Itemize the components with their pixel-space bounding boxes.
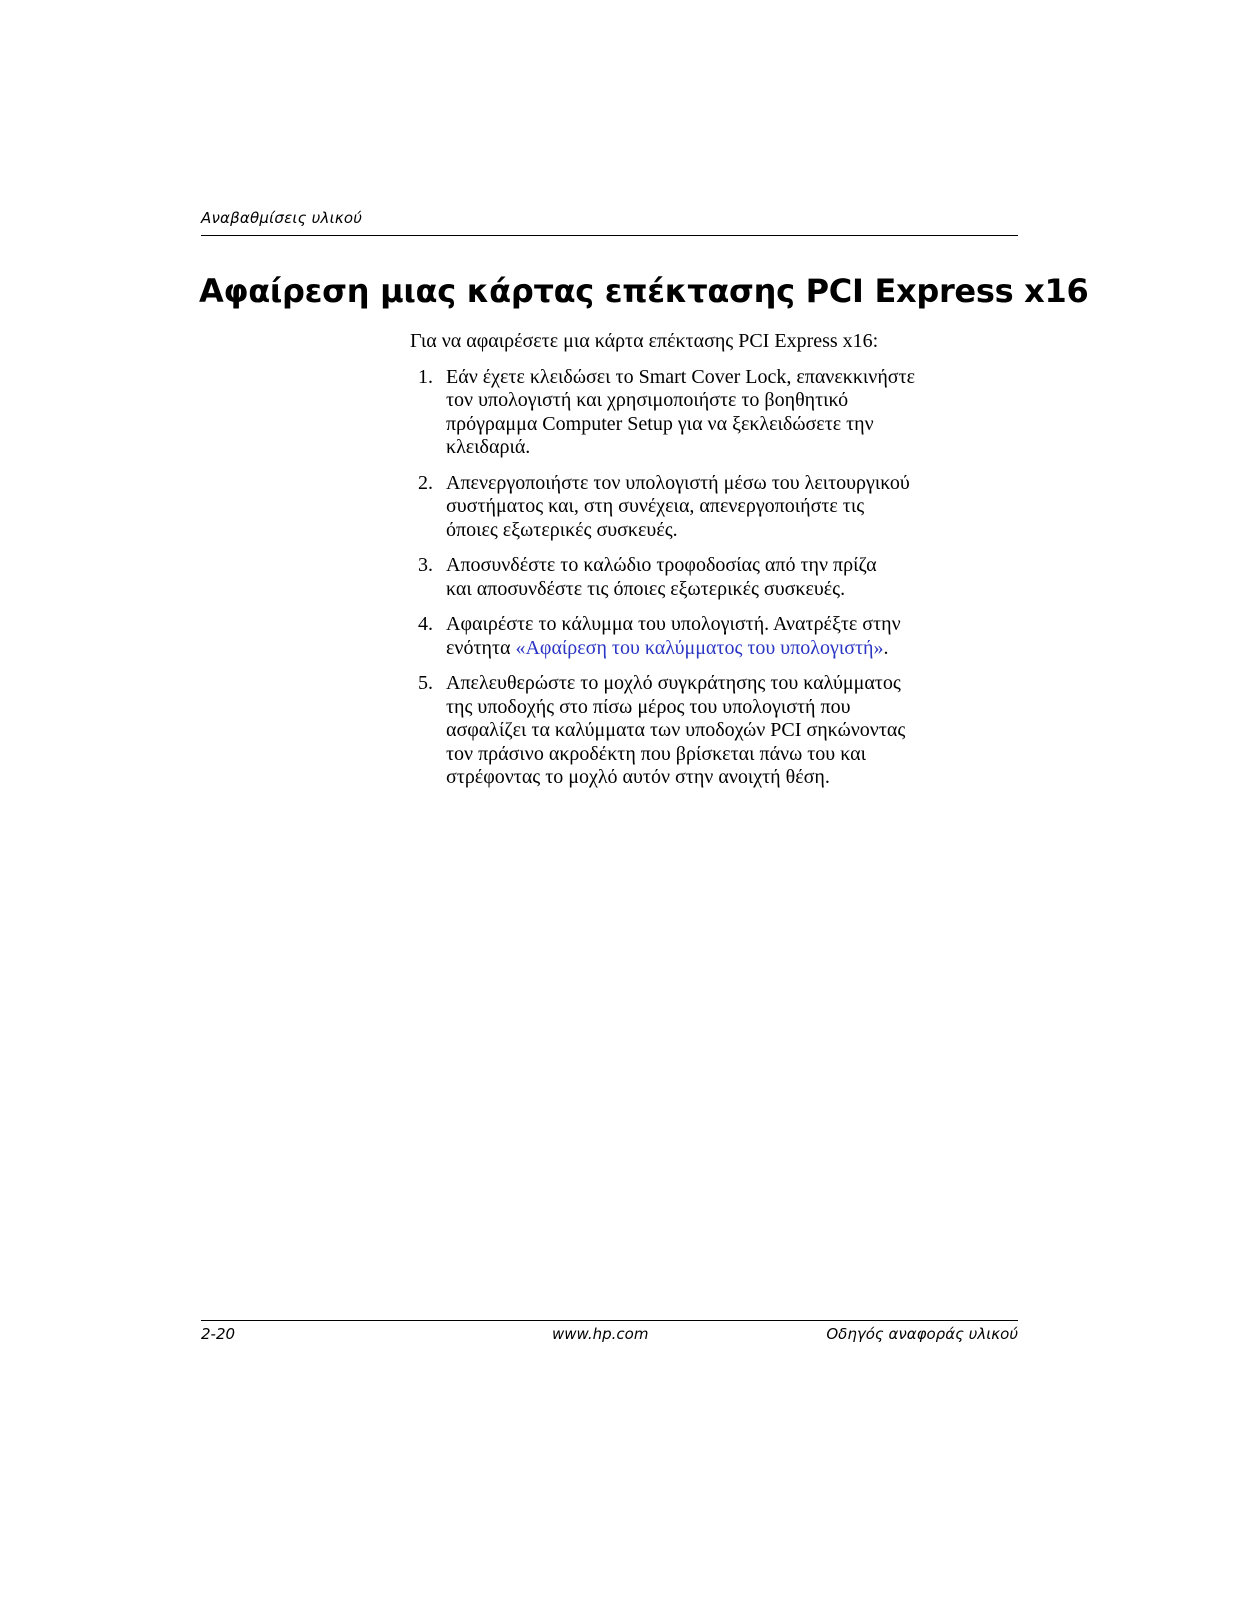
step-text-line: στρέφοντας το μοχλό αυτόν στην ανοιχτή θέση. bbox=[446, 766, 830, 788]
step-text-line: ασφαλίζει τα καλύμματα των υποδοχών PCI σηκώνοντας bbox=[446, 719, 906, 741]
step-number: 3. bbox=[418, 554, 433, 576]
list-item-step-5 bbox=[410, 672, 1020, 790]
section-title: Αφαίρεση μιας κάρτας επέκτασης PCI Express x16 bbox=[199, 272, 1089, 310]
step-text-line: τον υπολογιστή και χρησιμοποιήστε το βοηθητικό bbox=[446, 389, 849, 411]
step-text-line-with-link bbox=[446, 637, 1020, 661]
list-item-step-3 bbox=[410, 554, 1020, 601]
step-number: 2. bbox=[418, 471, 433, 494]
step-text-prefix: ενότητα bbox=[446, 636, 516, 659]
step-number: 4. bbox=[418, 613, 433, 635]
step-text-line: και αποσυνδέστε τις όποιες εξωτερικές συσκευές. bbox=[446, 577, 846, 600]
header-rule bbox=[201, 235, 1018, 236]
intro-paragraph: Για να αφαιρέσετε μια κάρτα επέκτασης PCI Express x16: bbox=[410, 330, 879, 352]
step-text-line: Εάν έχετε κλειδώσει το Smart Cover Lock, επανεκκινήστε bbox=[446, 365, 916, 388]
step-text-line: της υποδοχής στο πίσω μέρος του υπολογιστή που bbox=[446, 695, 851, 718]
page-number: 2-20 bbox=[201, 1325, 236, 1343]
website-text: www.hp.com bbox=[552, 1325, 649, 1343]
step-number: 5. bbox=[418, 672, 433, 694]
guide-title: Οδηγός αναφοράς υλικού bbox=[826, 1325, 1018, 1343]
list-item-step-2 bbox=[410, 472, 1020, 543]
step-text-line: Αποσυνδέστε το καλώδιο τροφοδοσίας από την πρίζα bbox=[446, 554, 877, 576]
step-text-line: Απενεργοποιήστε τον υπολογιστή μέσω του λειτουργικού bbox=[446, 471, 910, 494]
body-content bbox=[410, 330, 1020, 802]
step-text-line: όποιες εξωτερικές συσκευές. bbox=[446, 518, 678, 541]
running-header: Αναβαθμίσεις υλικού bbox=[201, 209, 363, 227]
step-text-line: Απελευθερώστε το μοχλό συγκράτησης του καλύμματος bbox=[446, 672, 901, 694]
step-text-line: Αφαιρέστε το κάλυμμα του υπολογιστή. Ανατρέξτε στην bbox=[446, 613, 901, 635]
footer-rule bbox=[201, 1320, 1018, 1321]
step-text-suffix: . bbox=[883, 636, 889, 659]
cross-reference-link[interactable]: «Αφαίρεση του καλύμματος του υπολογιστή» bbox=[515, 636, 884, 659]
step-text-line: τον πράσινο ακροδέκτη που βρίσκεται πάνω του και bbox=[446, 742, 866, 765]
steps-list bbox=[410, 366, 1020, 790]
list-item-step-4 bbox=[410, 613, 1020, 660]
list-item-step-1 bbox=[410, 366, 1020, 460]
step-number: 1. bbox=[418, 365, 433, 388]
step-text-line: κλειδαριά. bbox=[446, 436, 531, 458]
step-text-line: συστήματος και, στη συνέχεια, απενεργοποιήστε τις bbox=[446, 495, 865, 517]
step-text-line: πρόγραμμα Computer Setup για να ξεκλειδώσετε την bbox=[446, 412, 874, 435]
